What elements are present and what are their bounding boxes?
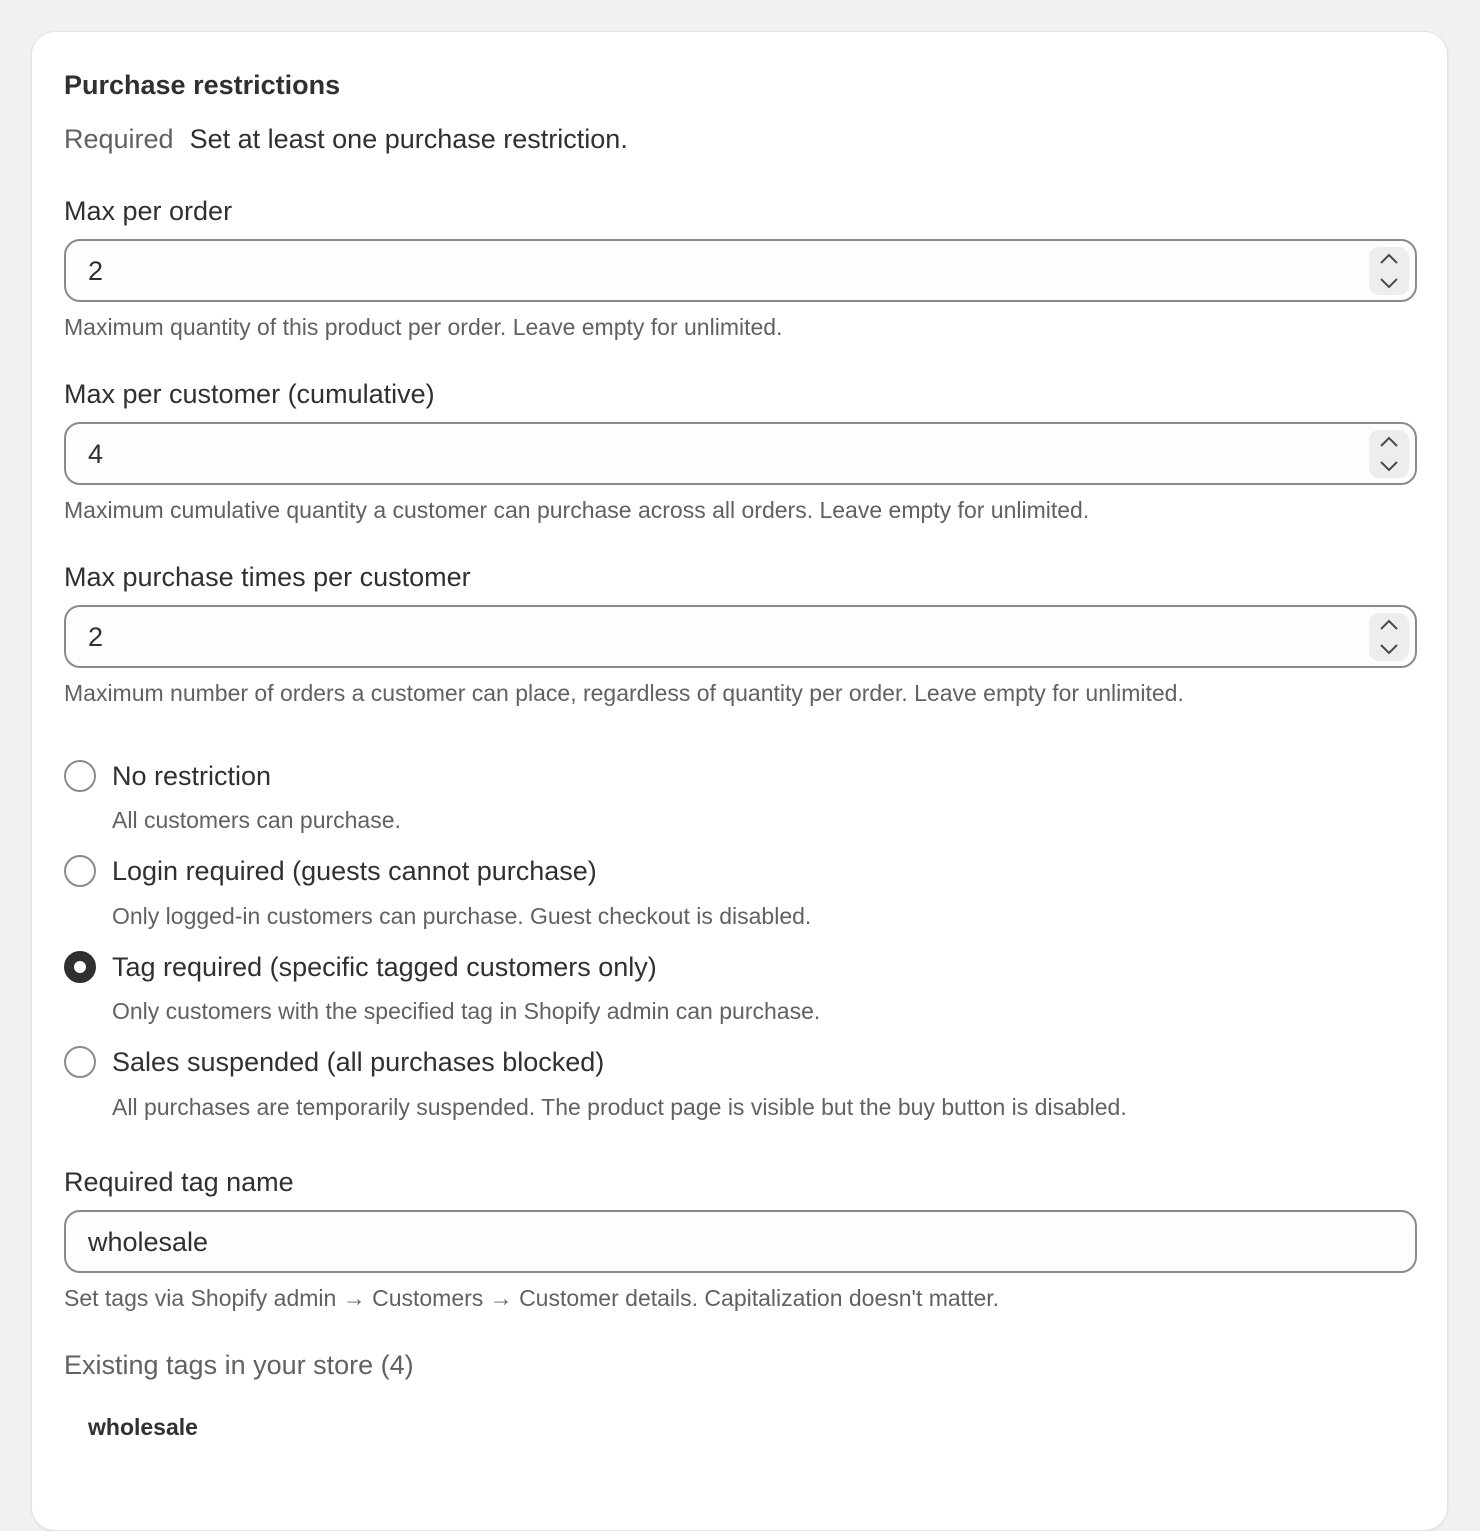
radio-help-no-restriction: All customers can purchase. xyxy=(112,807,401,833)
max-purchase-times-stepper xyxy=(1369,613,1409,661)
required-tag-input[interactable] xyxy=(88,1220,1288,1264)
max-per-customer-input[interactable] xyxy=(88,432,1288,476)
max-per-order-input-wrapper xyxy=(64,239,1417,302)
radio-label-no-restriction[interactable]: No restriction xyxy=(112,761,272,791)
decrement-button[interactable] xyxy=(1369,271,1409,295)
required-notice xyxy=(64,124,628,155)
purchase-restrictions-card xyxy=(31,31,1448,1531)
max-per-order-label: Max per order xyxy=(64,196,233,226)
increment-button[interactable] xyxy=(1369,247,1409,271)
max-per-customer-input-wrapper xyxy=(64,422,1417,485)
decrement-button[interactable] xyxy=(1369,637,1409,661)
max-purchase-times-input[interactable] xyxy=(88,615,1288,659)
section-title: Purchase restrictions xyxy=(64,70,341,100)
chevron-up-icon xyxy=(1379,253,1399,265)
required-label: Required xyxy=(64,124,174,154)
existing-tags-label: Existing tags in your store (4) xyxy=(64,1350,414,1380)
chevron-down-icon xyxy=(1379,643,1399,655)
radio-sales-suspended[interactable] xyxy=(64,1046,96,1078)
radio-label-sales-suspended[interactable]: Sales suspended (all purchases blocked) xyxy=(112,1047,605,1077)
max-purchase-times-label: Max purchase times per customer xyxy=(64,562,471,592)
chevron-down-icon xyxy=(1379,460,1399,472)
chevron-up-icon xyxy=(1379,619,1399,631)
required-text: Set at least one purchase restriction. xyxy=(189,124,628,154)
decrement-button[interactable] xyxy=(1369,454,1409,478)
chevron-down-icon xyxy=(1379,277,1399,289)
increment-button[interactable] xyxy=(1369,613,1409,637)
max-per-order-help: Maximum quantity of this product per order. Leave empty for unlimited. xyxy=(64,314,783,340)
max-purchase-times-input-wrapper xyxy=(64,605,1417,668)
radio-no-restriction[interactable] xyxy=(64,760,96,792)
required-tag-help: Set tags via Shopify admin → Customers → Customer details. Capitalization doesn't matter. xyxy=(64,1285,1000,1311)
max-per-order-stepper xyxy=(1369,247,1409,295)
chevron-up-icon xyxy=(1379,436,1399,448)
max-per-customer-stepper xyxy=(1369,430,1409,478)
radio-label-login-required[interactable]: Login required (guests cannot purchase) xyxy=(112,856,597,886)
max-per-order-input[interactable] xyxy=(88,249,1288,293)
max-purchase-times-help: Maximum number of orders a customer can place, regardless of quantity per order. Leave empty for unlimited. xyxy=(64,680,1184,706)
radio-help-sales-suspended: All purchases are temporarily suspended. The product page is visible but the buy button is disabled. xyxy=(112,1094,1127,1120)
max-per-customer-help: Maximum cumulative quantity a customer can purchase across all orders. Leave empty for unlimited. xyxy=(64,497,1090,523)
required-tag-label: Required tag name xyxy=(64,1167,294,1197)
radio-label-tag-required[interactable]: Tag required (specific tagged customers only) xyxy=(112,952,657,982)
radio-login-required[interactable] xyxy=(64,855,96,887)
radio-help-login-required: Only logged-in customers can purchase. Guest checkout is disabled. xyxy=(112,903,812,929)
required-tag-input-wrapper xyxy=(64,1210,1417,1273)
existing-tag-chip[interactable]: wholesale xyxy=(88,1414,198,1440)
max-per-customer-label: Max per customer (cumulative) xyxy=(64,379,435,409)
radio-help-tag-required: Only customers with the specified tag in Shopify admin can purchase. xyxy=(112,998,821,1024)
radio-tag-required[interactable] xyxy=(64,951,96,983)
increment-button[interactable] xyxy=(1369,430,1409,454)
